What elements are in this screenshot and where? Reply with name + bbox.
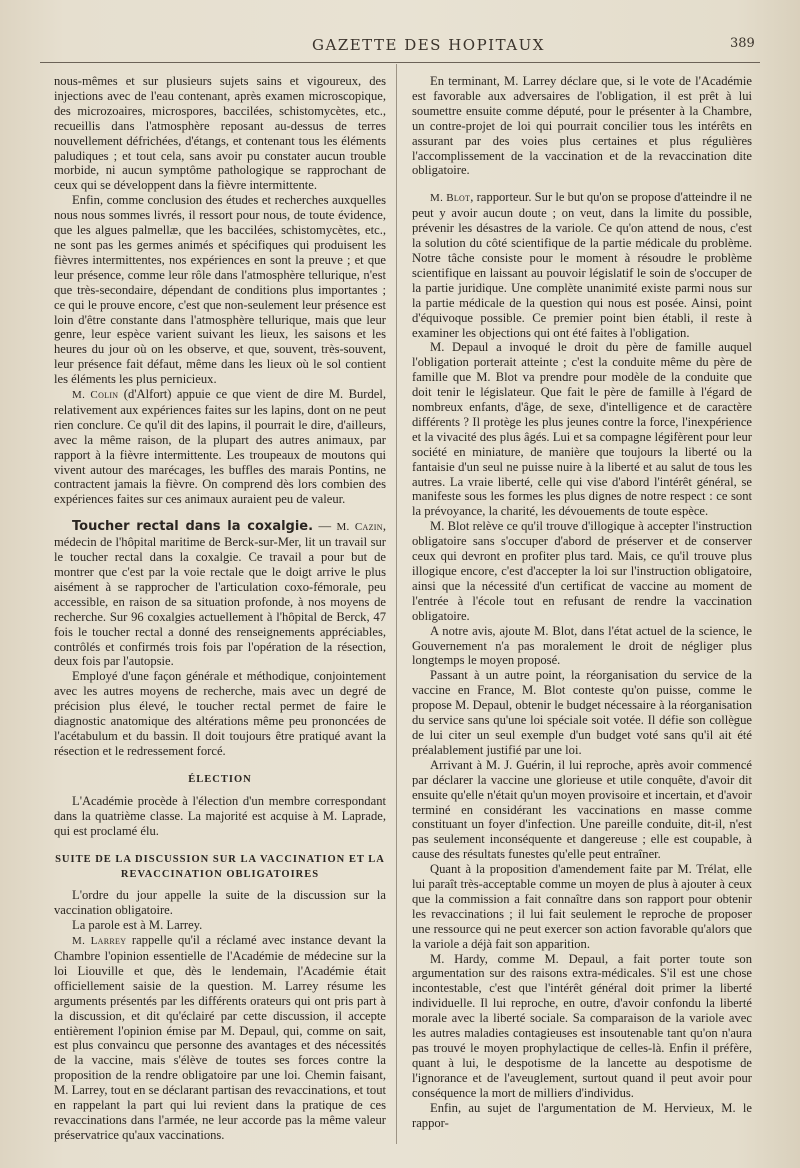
section-title: Toucher rectal dans la coxalgie. bbox=[72, 519, 314, 535]
left-column bbox=[54, 74, 386, 1143]
paragraph-text: , médecin de l'hôpital maritime de Berck-sur-Mer, lit un travail sur le toucher rectal dans la coxalgie. Ce travail a pour but de montrer que c'est par la voie rectale que le doigt arrive le plus aisément à se rapprocher de l'articulation coxo-fémorale, peu accessible, en raison de sa situation profonde, à nos moyens de recherche. Sur 96 coxalgies actuellement à l'hôpital de Berck, 47 fois le toucher rectal a donné des renseignements appréciables, contrôlés et confirmés trois fois par l'opération de la résection, deux fois par l'autopsie. bbox=[54, 519, 386, 669]
spacer bbox=[54, 507, 386, 519]
paragraph: En terminant, M. Larrey déclare que, si le vote de l'Académie est favorable aux adversaires de l'obligation, il est prêt à lui soumettre ensuite comme député, pour le présenter à la Chambre, un contre-projet de loi qui pourrait concilier tous les intérêts en assurant par des voies plus certaines et plus régulières l'accomplissement de la vaccination et de la revaccination dite obligatoire. bbox=[412, 74, 752, 178]
spacer bbox=[412, 178, 752, 190]
paragraph: Enfin, comme conclusion des études et recherches auxquelles nous nous sommes livrés, il ressort pour nous, de toute évidence, que les algues palmellæ, que les baccilées, schistomycètes, etc., ne sont pas les germes animés et spécifiques qui produisent les fièvres intermittentes, nos expériences en sont la preuve ; et que leur présence, comme leur rôle dans l'atmosphère tellurique, n'est que très-secondaire, dépendant de conditions plus importantes ; ce qui le prouve encore, c'est que non-seulement leur présence est loin d'être constante dans l'atmosphère tellurique, mais que leur genre, leur espèce varient suivant les lieux, les saisons et les heures du jour où on les observe, et que, souvent, très-souvent, leur présence fait défaut, même dans les lieux où le sol contient les éléments les plus pernicieux. bbox=[54, 193, 386, 387]
heading-line: REVACCINATION OBLIGATOIRES bbox=[120, 869, 320, 881]
speaker-name: M. Colin bbox=[72, 389, 119, 402]
paragraph bbox=[412, 190, 752, 340]
page-header bbox=[0, 36, 800, 60]
paragraph: Employé d'une façon générale et méthodique, conjointement avec les autres moyens de recherche, mais avec un degré de précision plus élevé, le toucher rectal permet de faire le diagnostic anatomique des altérations même peu prononcées de l'acétabulum et du bassin. Il doit toujours être pratiqué avant la résection et le redressement forcé. bbox=[54, 669, 386, 758]
right-column bbox=[412, 74, 752, 1130]
paragraph bbox=[54, 387, 386, 507]
speaker-name: M. Larrey bbox=[72, 935, 127, 948]
paragraph: L'Académie procède à l'élection d'un membre correspondant dans la quatrième classe. La majorité est acquise à M. Laprade, qui est proclamé élu. bbox=[54, 793, 386, 838]
heading-line: SUITE DE LA DISCUSSION SUR LA VACCINATION ET LA bbox=[55, 854, 385, 866]
dash: — bbox=[313, 519, 337, 534]
paragraph-text: (d'Alfort) appuie ce que vient de dire M. Burdel, relativement aux expériences faites sur les lapins, dont on ne peut rien conclure. Ce qu'il dit des lapins, il pourrait le dire, d'ailleurs, avec la même raison, de la plupart des autres animaux, par rapport à la fièvre intermittente. Les troupeaux de moutons qui vivent autour des marécages, les buffles des marais Pontins, ne contractent jamais la fièvre. On comprend dès lors combien des expériences faites sur ces animaux auraient peu de valeur. bbox=[54, 387, 386, 507]
paragraph: Enfin, au sujet de l'argumentation de M. Hervieux, M. le rappor- bbox=[412, 1100, 752, 1130]
paragraph: Passant à un autre point, la réorganisation du service de la vaccine en France, M. Blot conteste qu'on puisse, comme le propose M. Depaul, obtenir le budget nécessaire à la réorganisation du service sans qu'une loi spéciale soit votée. Il défie son collègue de lui citer un seul exemple d'un budget voté sans qu'il ait été préalablement justifié par une loi. bbox=[412, 668, 752, 757]
journal-title: GAZETTE DES HOPITAUX bbox=[312, 36, 545, 54]
speaker-name: M. Blot bbox=[430, 192, 471, 205]
header-rule bbox=[40, 62, 760, 63]
paragraph: La parole est à M. Larrey. bbox=[72, 918, 203, 933]
paragraph: L'ordre du jour appelle la suite de la discussion sur la vaccination obligatoire. bbox=[54, 888, 386, 918]
section-heading: ÉLECTION bbox=[188, 773, 252, 785]
page-number: 389 bbox=[730, 36, 755, 51]
paragraph: M. Blot relève ce qu'il trouve d'illogique à accepter l'instruction obligatoire sans s'occuper d'abord de préserver et de conserver ceux qui devront en profiter plus tard. Mais, ce qu'il trouve plus illogique encore, c'est d'accepter la loi sur l'instruction obligatoire, ainsi que la nécessité d'un certificat de vaccine au moment de l'entrée à l'école tout en refusant de rendre la vaccination obligatoire. bbox=[412, 519, 752, 623]
paragraph: Arrivant à M. J. Guérin, il lui reproche, après avoir commencé par déclarer la vaccine une glorieuse et utile conquête, d'avoir dit ensuite qu'elle n'était qu'un moyen provisoire et incertain, et d'avoir terminé en considérant les vaccinations en masse comme constituant un foyer d'infection. Une pareille conduite, dit-il, n'est pas seulement inconséquente et dangereuse ; elle est coupable, à cause des résultats funestes qu'elle peut entraîner. bbox=[412, 757, 752, 862]
paragraph: A notre avis, ajoute M. Blot, dans l'état actuel de la science, le Gouvernement n'a pas moralement le droit de négliger plus longtemps le moyen proposé. bbox=[412, 623, 752, 668]
paragraph bbox=[54, 933, 386, 1143]
column-divider bbox=[396, 64, 397, 1144]
paragraph: M. Depaul a invoqué le droit du père de famille auquel l'obligation porterait atteinte ; c'est la conduite même du père de famille que M. Blot va prendre pour modèle de la conduite que doit tenir le législateur. Que fait le père de famille à l'égard de nombreux enfants, d'âge, de sexe, d'intelligence et de caractère différents ? Il protège les plus jeunes contre la force, l'inexpérience et la vivacité des plus âgés. Lui et sa compagne légifèrent pour leur société en miniature, de manière que toujours la liberté ou la fantaisie d'un seul ne puisse nuire à la liberté et au salut de tous les autres. La vraie liberté, celle qui vise d'abord l'intérêt général, se manifeste sous les formes les plus dignes de notre respect : ce sont la prévoyance, la charité, les dévouements de toute espèce. bbox=[412, 340, 752, 519]
paragraph: M. Hardy, comme M. Depaul, a fait porter toute son argumentation sur des raisons extra-médicales. S'il est une chose incontestable, c'est que l'intérêt général doit primer la liberté individuelle. Il lui reproche, en outre, d'avoir confondu la liberté morale avec la liberté sociale. Sa comparaison de la variole avec les autres maladies contagieuses est insoutenable tant qu'on n'aura pas trouvé le moyen prophylactique de celles-là. Enfin il préfère, quant à lui, le despotisme de la lancette au despotisme de l'ignorance et de l'aveuglement, surtout quand il peut avoir pour conséquence la mort de milliers d'individus. bbox=[412, 951, 752, 1100]
paragraph-text: , rapporteur. Sur le but qu'on se propose d'atteindre il ne peut y avoir aucun doute ; on veut, dans la limite du possible, prévenir les désastres de la variole. Ce qu'on attend de nous, c'est la solution du côté scientifique de la partie médicale du problème. Notre tâche consiste pour le moment à résoudre le problème scientifique en laissant au pouvoir législatif le soin de s'occuper de la partie juridique. Une complète unanimité existe parmi nous sur la partie médicale de la question qui nous est posée. Ainsi, point d'équivoque possible. Ce premier point bien établi, il reste à examiner les objections qui ont été faites à l'obligation. bbox=[412, 190, 752, 340]
paragraph: nous-mêmes et sur plusieurs sujets sains et vigoureux, des injections avec de l'eau contenant, après examen microscopique, des microzoaires, microspores, baccilées, schistomycètes, etc., recueillis dans l'atmosphère reposant au-dessus de terres nouvellement défrichées, d'étangs, et contenant tous les éléments paludiques ; et tout cela, sans avoir pu constater aucun trouble morbide, ni aucun symptôme pathologique se rapprochant de ceux qui se développent dans la fièvre intermittente. bbox=[54, 74, 386, 193]
paragraph bbox=[54, 519, 386, 669]
section-heading bbox=[54, 852, 386, 882]
speaker-name: M. Cazin bbox=[336, 521, 383, 534]
paragraph: Quant à la proposition d'amendement faite par M. Trélat, elle lui paraît très-acceptable comme un moyen de plus à ajouter à ceux que la commission a fait connaître dans son rapport pour obtenir les revaccinations ; il lui fait seulement le reproche de proposer une ressource qui ne peut exercer son action favorable qu'alors que la variole a déjà fait son apparition. bbox=[412, 862, 752, 951]
paragraph-text: rappelle qu'il a réclamé avec instance devant la Chambre l'opinion essentielle de l'Académie de médecine sur la loi Liouville et que, dès le lendemain, l'Académie était officiellement saisie de la question. M. Larrey résume les arguments présentés par les différents orateurs qui ont pris part à la discussion, et dit qu'éclairé par cette discussion, il accepte entièrement l'opinion émise par M. Depaul, qui, comme on sait, est plus convaincu que personne des avantages et des nécessités de la vaccine, mais s'élève de toutes ses forces contre la proposition de la rendre obligatoire par une loi. Chemin faisant, M. Larrey, tout en se déclarant partisan des revaccinations, et tout en rappelant la part qui lui revient dans la pratique de ces revaccinations dans l'armée, ne leur accorde pas la même valeur préservatrice qu'aux vaccinations. bbox=[54, 933, 386, 1142]
